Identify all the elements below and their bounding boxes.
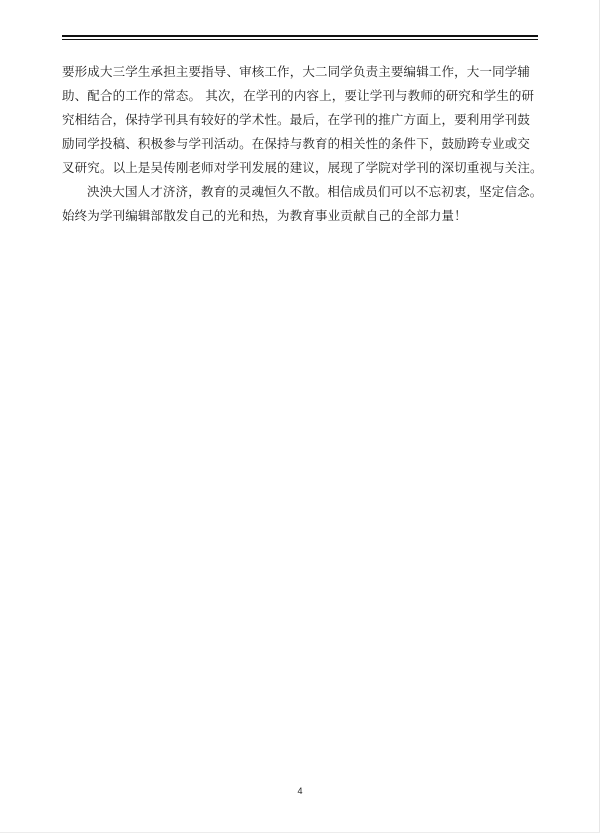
body-text (62, 60, 542, 228)
page-number: 4 (297, 786, 303, 796)
text-line: 究相结合，保持学刊具有较好的学术性。最后，在学刊的推广方面上，要利用学刊鼓 (62, 112, 531, 127)
text-line: 叉研究。以上是吴传刚老师对学刊发展的建议，展现了学院对学刊的深切重视与关注。 (62, 160, 543, 175)
header-rule-thin (62, 39, 538, 40)
paragraph-first-line: 泱泱大国人才济济，教育的灵魂恒久不散。相信成员们可以不忘初衷，坚定信念。 (87, 184, 543, 199)
text-line: 励同学投稿、积极参与学刊活动。在保持与教育的相关性的条件下，鼓励跨专业或交 (62, 136, 531, 151)
text-line: 助、配合的工作的常态。 其次，在学刊的内容上，要让学刊与教师的研究和学生的研 (62, 88, 535, 103)
text-line: 要形成大三学生承担主要指导、审核工作，大二同学负责主要编辑工作，大一同学辅 (62, 64, 531, 79)
header-rule-thick (62, 35, 538, 37)
text-line: 始终为学刊编辑部散发自己的光和热，为教育事业贡献自己的全部力量！ (62, 208, 467, 223)
